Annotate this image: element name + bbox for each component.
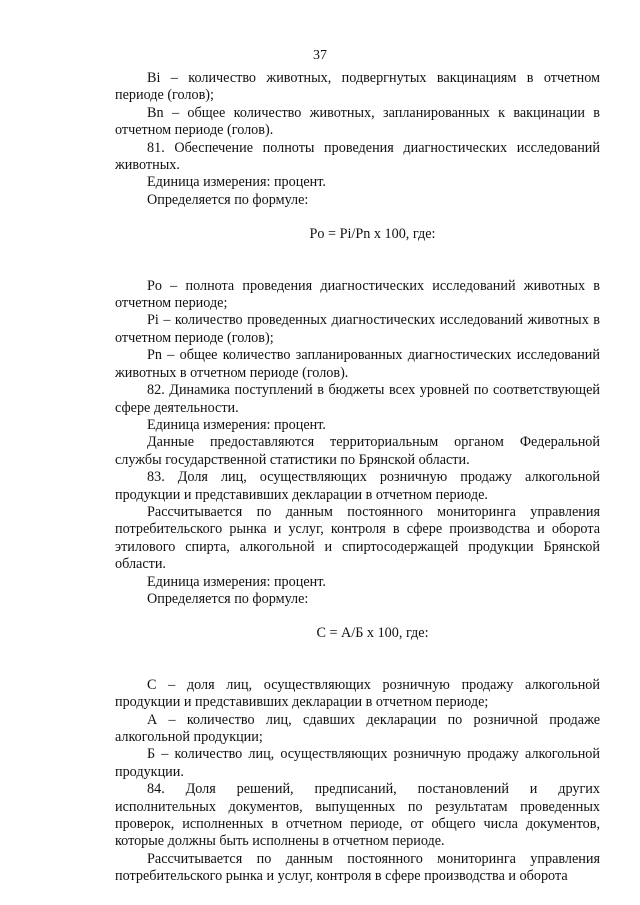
paragraph-a-definition: А – количество лиц, сдавших декларации по розничной продаже алкогольной продукции; (115, 711, 600, 745)
paragraph-unit-83: Единица измерения: процент. (147, 573, 326, 590)
paragraph-source-84: Рассчитывается по данным постоянного мониторинга управления потребительского рынка и услуг, контроля в сфере производства и оборота (115, 850, 600, 885)
paragraph-c-definition: C – доля лиц, осуществляющих розничную продажу алкогольной продукции и представивших декларации в отчетном периоде; (115, 676, 600, 711)
formula-po: Po = Pi/Pn x 100, где: (309, 226, 436, 243)
page-number: 37 (313, 48, 327, 63)
formula-c: C = А/Б x 100, где: (316, 625, 429, 642)
paragraph-pn-definition: Pn – общее количество запланированных диагностических исследований животных в отчетном периоде (голов). (115, 347, 600, 381)
paragraph-item-82: 82. Динамика поступлений в бюджеты всех уровней по соответствующей сфере деятельности. (115, 382, 600, 416)
paragraph-po-definition: Po – полнота проведения диагностических исследований животных в отчетном периоде; (115, 277, 600, 312)
paragraph-pi-definition: Pi – количество проведенных диагностических исследований животных в отчетном периоде (голов); (115, 312, 600, 346)
paragraph-b-definition: Б – количество лиц, осуществляющих розничную продажу алкогольной продукции. (115, 746, 600, 780)
paragraph-source-82: Данные предоставляются территориальным органом Федеральной службы государственной статистики по Брянской области. (115, 434, 600, 468)
document-body (115, 70, 600, 886)
paragraph-item-84: 84. Доля решений, предписаний, постановлений и других исполнительных документов, выпущенных по результатам проведенных проверок, исполненных в отчетном периоде, от общего числа документов, которые должны быть исполнены в отчетном периоде. (115, 781, 600, 850)
paragraph-unit-82: Единица измерения: процент. (147, 416, 326, 433)
paragraph-bn-definition: Bn – общее количество животных, запланированных к вакцинации в отчетном периоде (голов). (115, 104, 600, 139)
paragraph-item-83: 83. Доля лиц, осуществляющих розничную продажу алкогольной продукции и представивших декларации в отчетном периоде. (115, 469, 600, 503)
paragraph-item-81: 81. Обеспечение полноты проведения диагностических исследований животных. (115, 139, 600, 174)
paragraph-unit-81: Единица измерения: процент. (147, 174, 326, 191)
paragraph-formula-intro-83: Определяется по формуле: (147, 590, 309, 607)
paragraph-bi-definition: Bi – количество животных, подвергнутых вакцинациям в отчетном периоде (голов); (115, 70, 600, 104)
paragraph-source-83: Рассчитывается по данным постоянного мониторинга управления потребительского рынка и услуг, контроля в сфере производства и оборота этилового спирта, алкогольной и спиртосодержащей продукции Брянской области. (115, 503, 600, 573)
paragraph-formula-intro-81: Определяется по формуле: (147, 191, 309, 208)
